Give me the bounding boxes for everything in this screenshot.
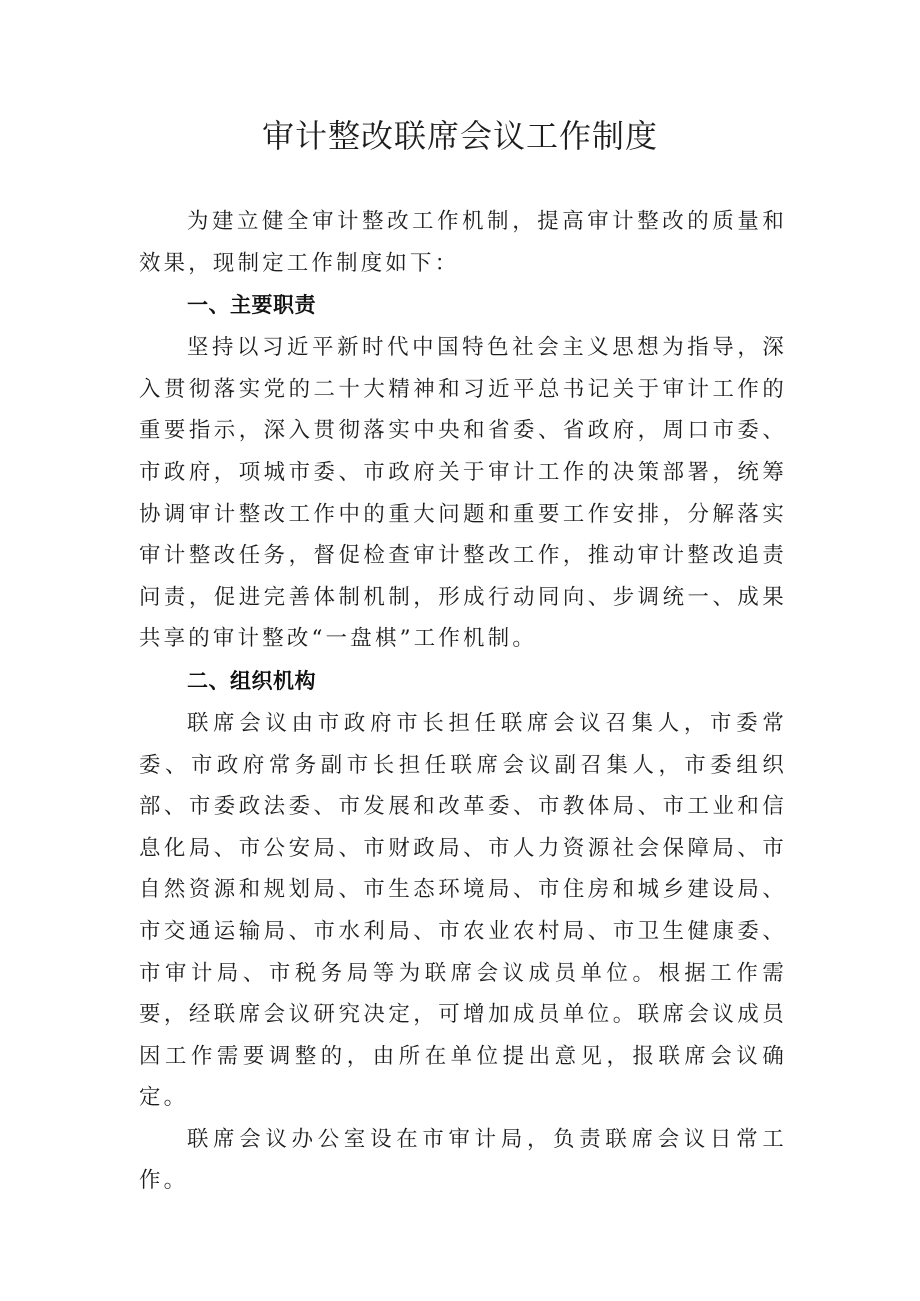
section-heading-responsibilities: 一、主要职责 xyxy=(187,293,316,318)
responsibilities-paragraph: 坚持以习近平新时代中国特色社会主义思想为指导，深入贯彻落实党的二十大精神和习近平总书记关于审计工作的重要指示，深入贯彻落实中央和省委、省政府，周口市委、市政府，项城市委、市政府关于审计工作的决策部署，统筹协调审计整改工作中的重大问题和重要工作安排，分解落实审计整改任务，督促检查审计整改工作，推动审计整改追责问责，促进完善体制机制，形成行动同向、步调统一、成果共享的审计整改“一盘棋”工作机制。 xyxy=(139,335,787,652)
intro-paragraph: 为建立健全审计整改工作机制，提高审计整改的质量和效果，现制定工作制度如下： xyxy=(139,209,787,276)
organization-paragraph: 联席会议由市政府市长担任联席会议召集人，市委常委、市政府常务副市长担任联席会议副召集人，市委组织部、市委政法委、市发展和改革委、市教体局、市工业和信息化局、市公安局、市财政局、市人力资源社会保障局、市自然资源和规划局、市生态环境局、市住房和城乡建设局、市交通运输局、市水利局、市农业农村局、市卫生健康委、市审计局、市税务局等为联席会议成员单位。根据工作需要，经联席会议研究决定，可增加成员单位。联席会议成员因工作需要调整的，由所在单位提出意见，报联席会议确定。 xyxy=(139,710,787,1111)
document-title: 审计整改联席会议工作制度 xyxy=(261,117,658,155)
section-heading-organization: 二、组织机构 xyxy=(187,668,316,693)
office-paragraph: 联席会议办公室设在市审计局，负责联席会议日常工作。 xyxy=(139,1126,787,1194)
document-body xyxy=(139,201,787,1202)
